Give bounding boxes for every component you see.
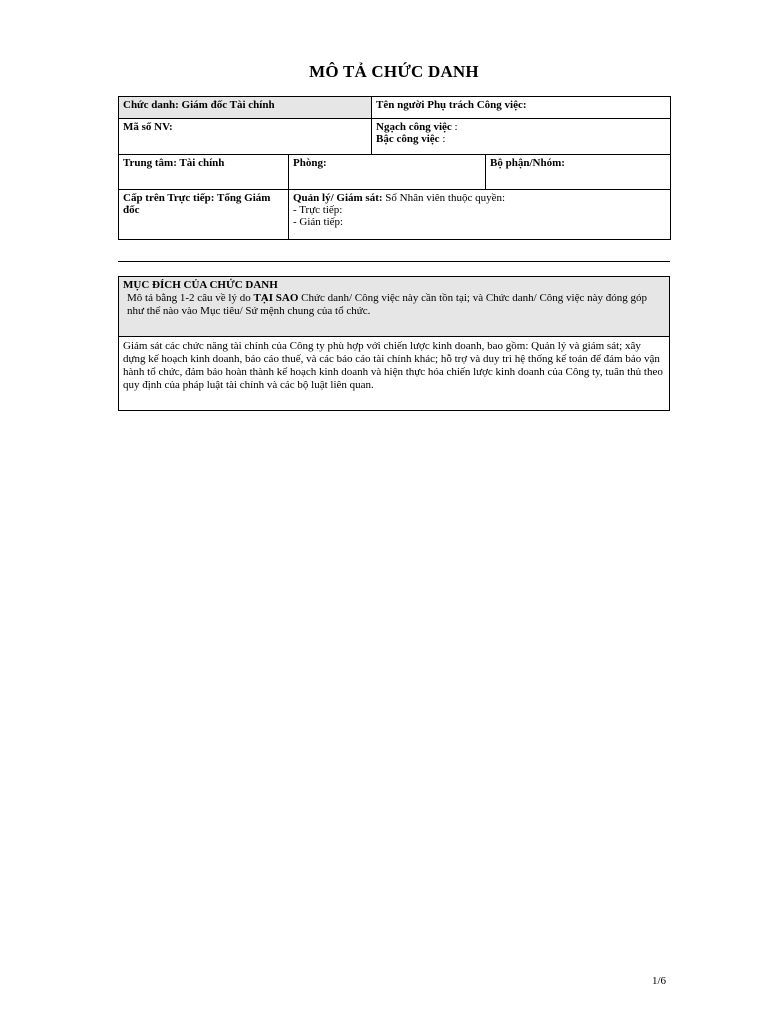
job-grade-level-cell [372,119,671,155]
direct-reports: - Trực tiếp: [293,204,343,216]
page-number: 1/6 [652,975,667,987]
section-divider [118,261,670,262]
job-info-table [118,96,671,240]
purpose-hint [123,292,665,318]
supervision-cell [289,190,671,240]
supervision-text: Số Nhân viên thuộc quyền: [385,192,506,204]
purpose-header [119,277,669,337]
document-title: MÔ TẢ CHỨC DANH [309,62,479,81]
direct-superior-cell: Cấp trên Trực tiếp: Tổng Giám đốc [119,190,289,240]
purpose-section [118,276,670,411]
purpose-hint-emphasis: TẠI SAO [253,292,299,304]
purpose-hint-suffix: Chức danh/ Công việc này cần tồn tại; và Chức danh/ Công việc này đóng góp như thế nào vào Mục tiêu/ Sứ mệnh chung của tổ chức. [127,292,647,317]
job-level-label: Bậc công việc [376,133,440,145]
purpose-hint-prefix: Mô tả bằng 1-2 câu về lý do [127,292,251,304]
person-in-charge-cell: Tên người Phụ trách Công việc: [372,97,671,119]
job-grade-colon: : [454,121,458,133]
indirect-reports: - Gián tiếp: [293,216,344,228]
job-level-colon: : [442,133,446,145]
department-cell: Phòng: [289,155,486,190]
division-team-cell: Bộ phận/Nhóm: [486,155,671,190]
purpose-heading: MỤC ĐÍCH CỦA CHỨC DANH [123,279,278,291]
purpose-body: Giám sát các chức năng tài chính của Công ty phù hợp với chiến lược kinh doanh, bao gồm: Quản lý và giám sát; xây dựng kế hoạch kinh doanh, báo cáo thuế, và các báo cáo tài chính khác; hỗ trợ và duy trì hệ thống kế toán để đảm bảo vận hành tổ chức, đảm bảo hoàn thành kế hoạch kinh doanh và hiện thực hóa chiến lược kinh doanh của Công ty, tuân thủ theo quy định của pháp luật tài chính và các bộ luật liên quan. [123,340,663,391]
job-grade-label: Ngạch công việc [376,121,452,133]
employee-id-cell: Mã số NV: [119,119,372,155]
supervision-label: Quản lý/ Giám sát: [293,192,383,204]
job-title-cell: Chức danh: Giám đốc Tài chính [119,97,372,119]
center-cell: Trung tâm: Tài chính [119,155,289,190]
